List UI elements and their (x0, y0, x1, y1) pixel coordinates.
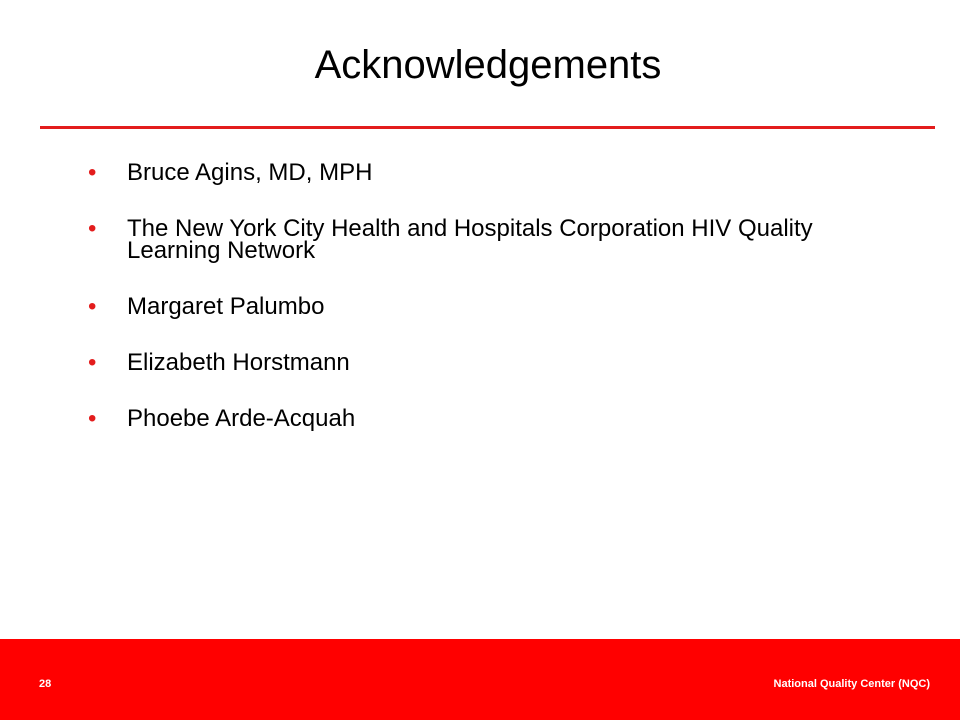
list-item-text: The New York City Health and Hospitals Corporation HIV Quality Learning Network (127, 215, 813, 264)
list-item (88, 293, 848, 320)
slide-title: Acknowledgements (314, 43, 662, 87)
bullet-icon: • (88, 293, 97, 320)
acknowledgement-list (88, 158, 848, 464)
list-item (88, 405, 848, 432)
list-item (88, 349, 848, 376)
list-item-text: Elizabeth Horstmann (127, 349, 350, 376)
page-number: 28 (39, 678, 52, 690)
footer-organization: National Quality Center (NQC) (773, 678, 930, 690)
bullet-icon: • (88, 159, 97, 186)
list-item (88, 159, 848, 186)
title-divider (40, 126, 935, 129)
bullet-icon: • (88, 349, 97, 376)
list-item-text: Bruce Agins, MD, MPH (127, 159, 373, 186)
bullet-icon: • (88, 215, 97, 242)
bullet-icon: • (88, 405, 97, 432)
list-item-text: Margaret Palumbo (127, 293, 325, 320)
list-item (88, 215, 848, 264)
list-item-text: Phoebe Arde-Acquah (127, 405, 356, 432)
